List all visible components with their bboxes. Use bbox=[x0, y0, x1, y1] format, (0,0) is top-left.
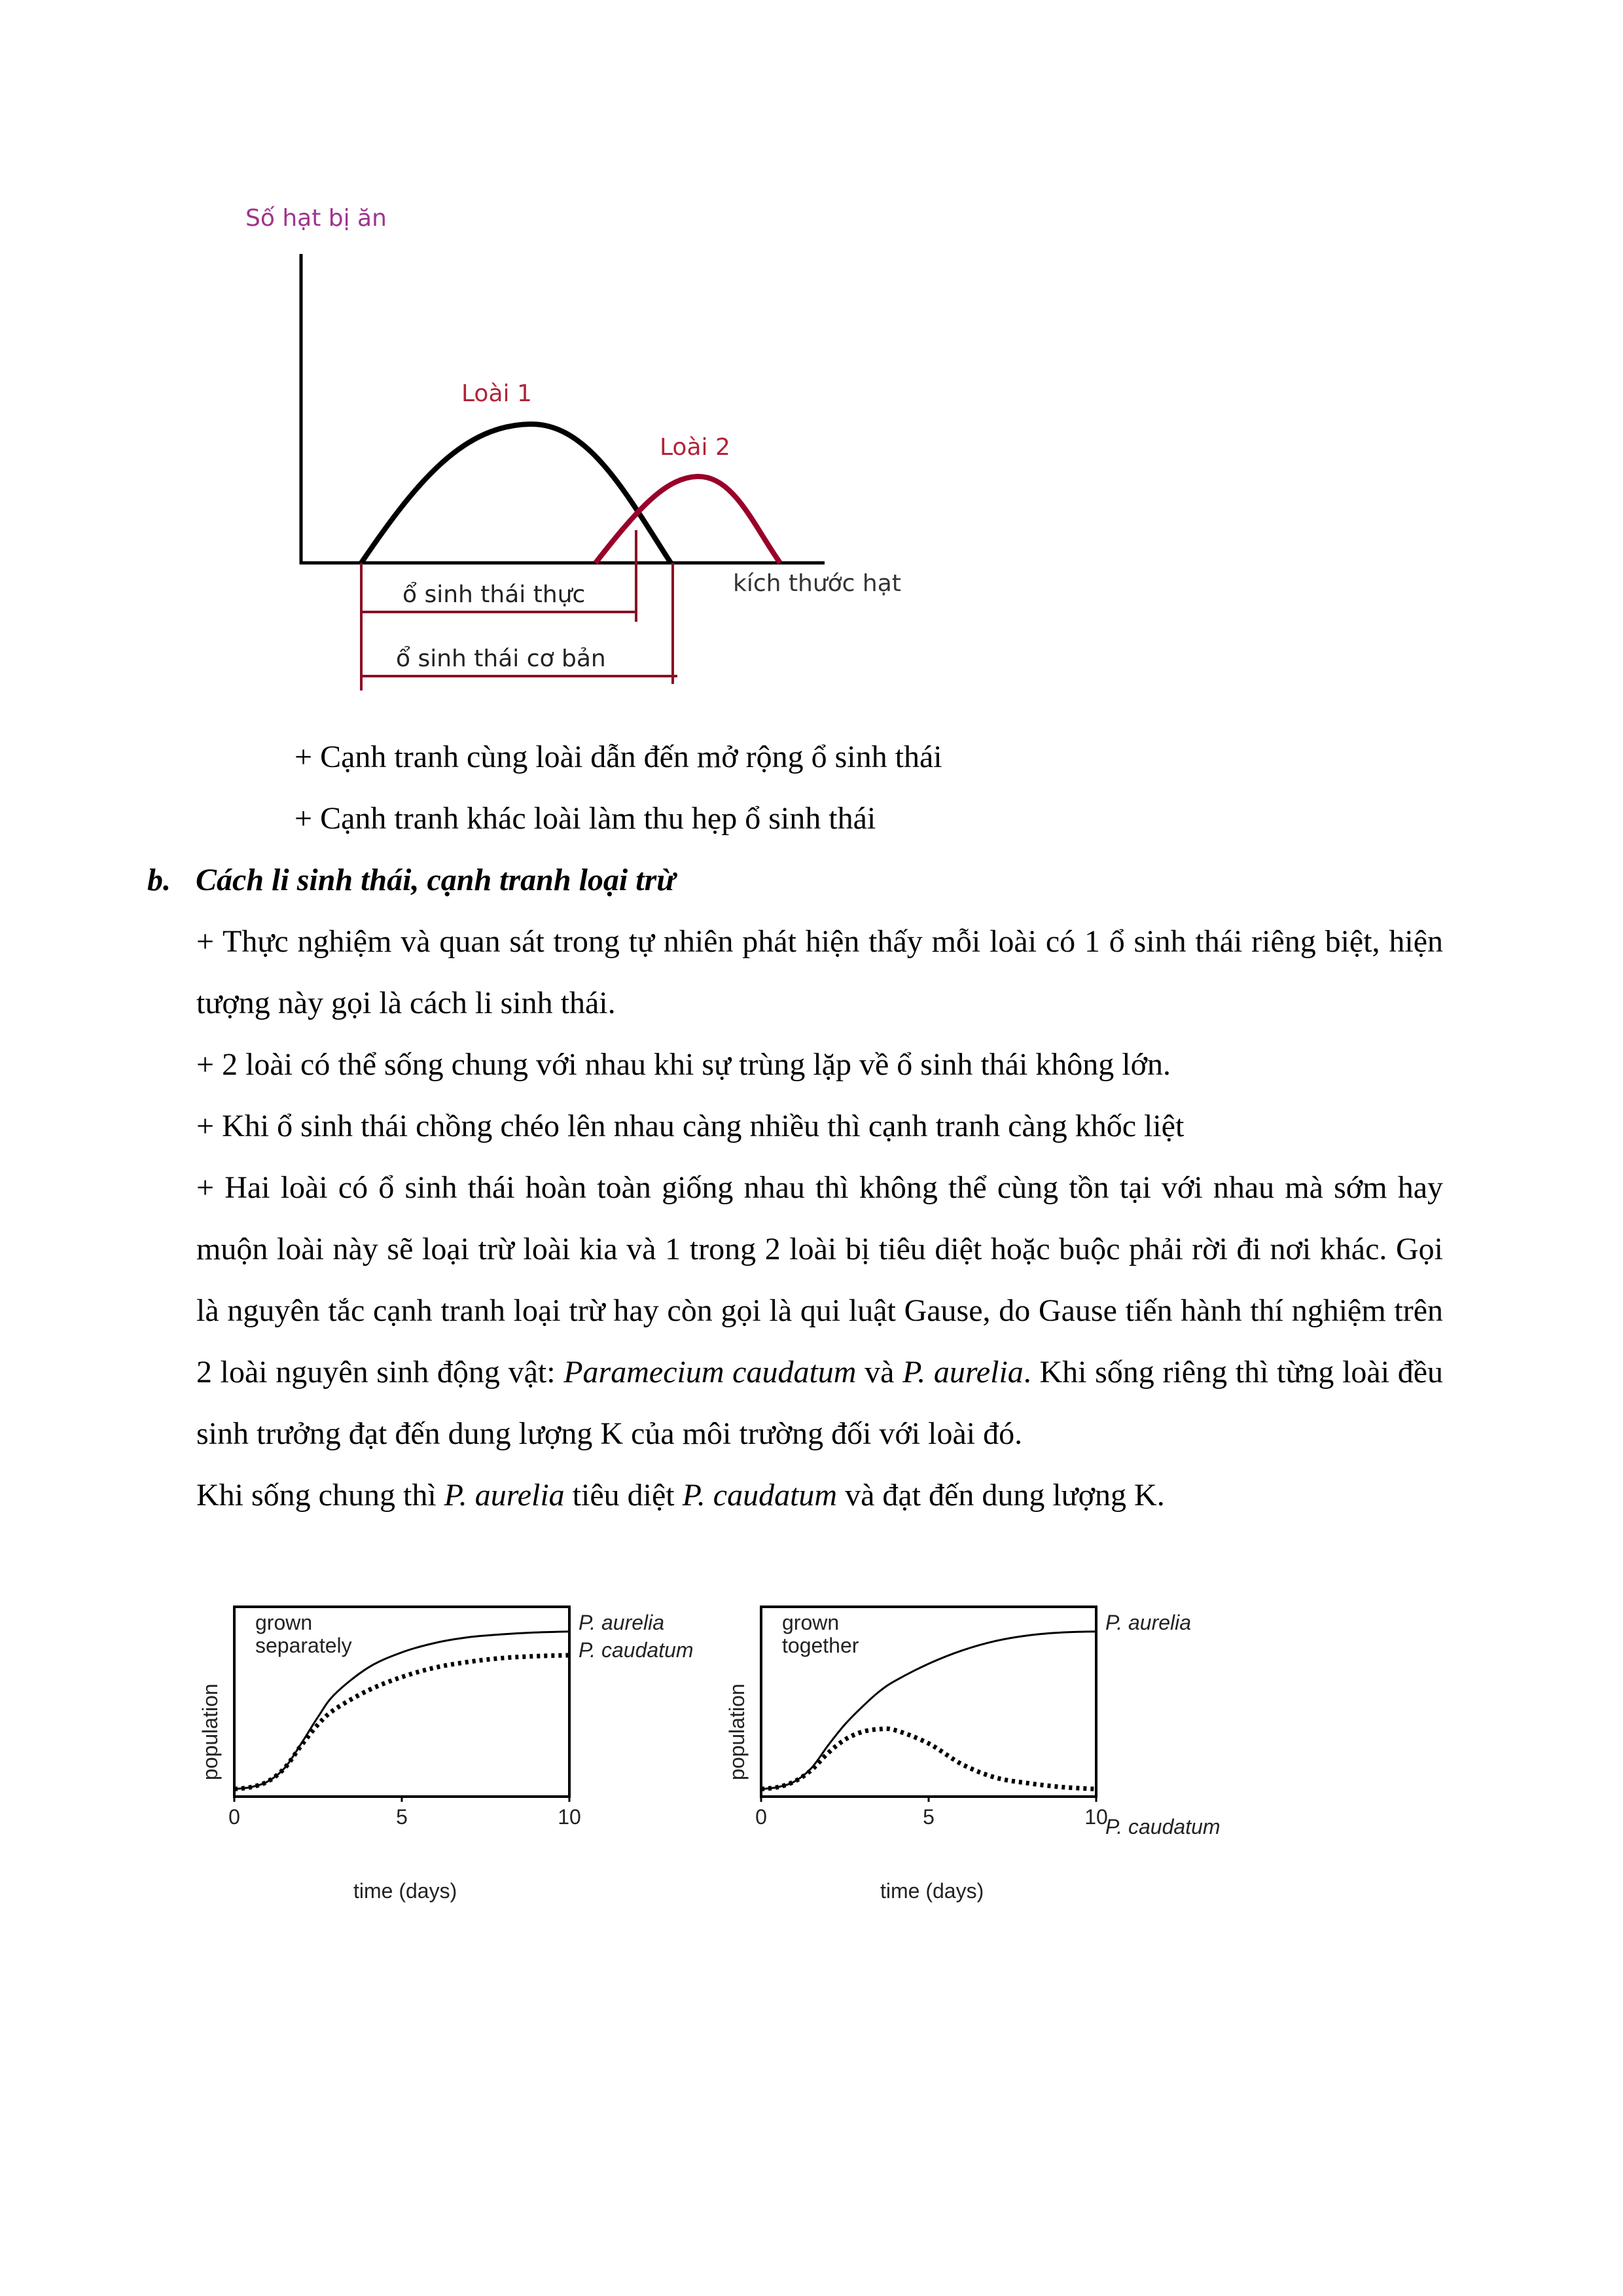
body-text bbox=[196, 911, 1443, 1526]
gause-chart-together bbox=[717, 1597, 1253, 1924]
series-label-aurelia: P. aurelia bbox=[579, 1611, 665, 1634]
x-tick-label: 5 bbox=[923, 1805, 935, 1829]
species1-label: Loài 1 bbox=[461, 380, 532, 407]
section-b-title: Cách li sinh thái, cạnh tranh loại trừ bbox=[196, 863, 676, 897]
y-axis-label: population bbox=[725, 1683, 749, 1780]
paragraph-1: + Thực nghiệm và quan sát trong tự nhiên phát hiện thấy mỗi loài có 1 ổ sinh thái riêng biệt, hiện tượng này gọi là cách li sinh thái. bbox=[196, 924, 1443, 1020]
niche-y-label: Số hạt bị ăn bbox=[245, 205, 387, 232]
paragraph-2: + 2 loài có thể sống chung với nhau khi sự trùng lặp về ổ sinh thái không lớn. bbox=[196, 1047, 1171, 1082]
series-line-caudatum bbox=[761, 1729, 1096, 1789]
y-axis-label: population bbox=[198, 1683, 222, 1780]
x-tick-label: 5 bbox=[396, 1805, 408, 1829]
species1-curve bbox=[361, 424, 671, 563]
panel-title-line1: grown bbox=[782, 1611, 840, 1634]
x-axis-label: time (days) bbox=[353, 1879, 457, 1903]
panel-title-line2: separately bbox=[255, 1634, 352, 1657]
series-label-caudatum: P. caudatum bbox=[1105, 1815, 1221, 1839]
species2-label: Loài 2 bbox=[660, 434, 730, 461]
realized-niche-label: ổ sinh thái thực bbox=[402, 581, 586, 608]
x-tick-label: 10 bbox=[558, 1805, 581, 1829]
section-b-marker: b. bbox=[147, 863, 171, 897]
species-aurelia: P. aurelia bbox=[902, 1355, 1024, 1390]
paragraph-5: Khi sống chung thì P. aurelia tiêu diệt P. caudatum và đạt đến dung lượng K. bbox=[196, 1478, 1165, 1513]
x-tick-label: 0 bbox=[755, 1805, 767, 1829]
section-b-heading bbox=[147, 850, 1522, 911]
gause-chart-separate bbox=[190, 1597, 713, 1924]
niche-x-label: kích thước hạt bbox=[733, 570, 901, 597]
x-axis-label: time (days) bbox=[880, 1879, 984, 1903]
x-tick-label: 0 bbox=[228, 1805, 240, 1829]
series-label-aurelia: P. aurelia bbox=[1105, 1611, 1192, 1634]
bullet-interspecific: + Cạnh tranh khác loài làm thu hẹp ổ sinh thái bbox=[294, 801, 876, 836]
series-label-caudatum: P. caudatum bbox=[579, 1638, 694, 1662]
fundamental-niche-label: ổ sinh thái cơ bản bbox=[396, 645, 606, 672]
paragraph-3: + Khi ổ sinh thái chồng chéo lên nhau càng nhiều thì cạnh tranh càng khốc liệt bbox=[196, 1109, 1185, 1143]
species-paramecium: Paramecium caudatum bbox=[563, 1355, 857, 1390]
panel-title-line2: together bbox=[782, 1634, 859, 1657]
paragraph-4: + Hai loài có ổ sinh thái hoàn toàn giống nhau thì không thể cùng tồn tại với nhau mà sớm hay muộn loài này sẽ loại trừ loài kia và 1 trong 2 loài bị tiêu diệt hoặc buộc phải rời đi nơi khác. Gọi là nguyên tắc cạnh tranh loại trừ hay còn gọi là qui luật Gause, do Gause tiến hành thí nghiệm trên 2 loài nguyên sinh động vật: Paramecium caudatum và P. aurelia. Khi sống riêng thì từng loài đều sinh trưởng đạt đến dung lượng K của môi trường đối với loài đó. bbox=[196, 1170, 1444, 1451]
x-tick-label: 10 bbox=[1084, 1805, 1108, 1829]
bullet-intraspecific: + Cạnh tranh cùng loài dẫn đến mở rộng ổ sinh thái bbox=[294, 740, 942, 774]
niche-diagram bbox=[236, 196, 942, 694]
panel-title-line1: grown bbox=[255, 1611, 313, 1634]
